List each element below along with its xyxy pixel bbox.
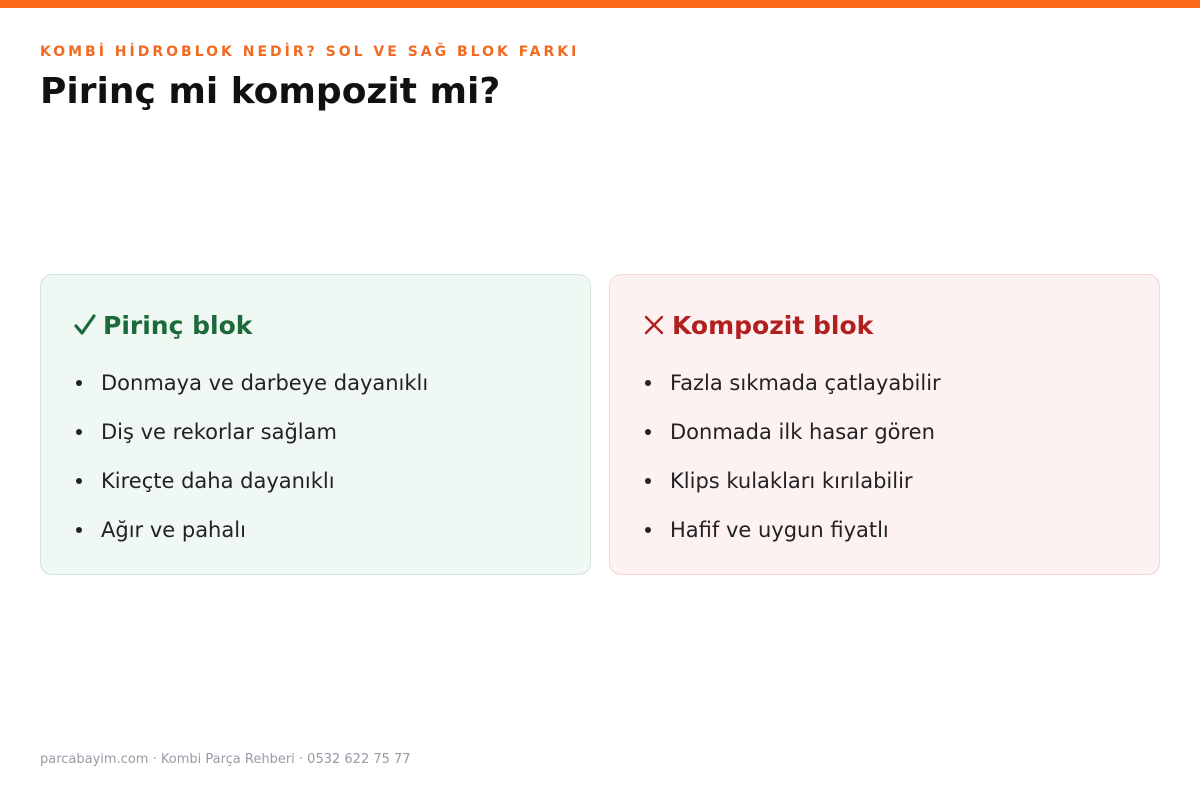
check-icon: [71, 311, 99, 339]
list-item: [71, 407, 560, 456]
composite-block-card: [609, 274, 1160, 575]
bullet-icon: [645, 380, 651, 386]
list-item: [640, 456, 1129, 505]
footer-text: parcabayim.com · Kombi Parça Rehberi · 0532 622 75 77: [40, 752, 411, 767]
bullet-icon: [76, 380, 82, 386]
page-title: Pirinç mi kompozit mi?: [40, 71, 501, 112]
bullet-icon: [645, 527, 651, 533]
list-item: [71, 505, 560, 554]
list-item: [640, 505, 1129, 554]
list-item-text: Donmaya ve darbeye dayanıklı: [101, 370, 429, 395]
list-item: [640, 407, 1129, 456]
pro-list: [71, 358, 560, 554]
bullet-icon: [645, 429, 651, 435]
list-item-text: Donmada ilk hasar gören: [670, 419, 935, 444]
list-item-text: Diş ve rekorlar sağlam: [101, 419, 337, 444]
card-header: [71, 309, 560, 341]
list-item: [71, 358, 560, 407]
list-item-text: Fazla sıkmada çatlayabilir: [670, 370, 941, 395]
cross-icon: [640, 311, 668, 339]
con-list: [640, 358, 1129, 554]
bullet-icon: [645, 478, 651, 484]
brass-block-card: [40, 274, 591, 575]
list-item: [640, 358, 1129, 407]
bullet-icon: [76, 527, 82, 533]
list-item-text: Kireçte daha dayanıklı: [101, 468, 335, 493]
card-title: Pirinç blok: [103, 310, 253, 340]
list-item: [71, 456, 560, 505]
bullet-icon: [76, 478, 82, 484]
list-item-text: Ağır ve pahalı: [101, 517, 246, 542]
section-eyebrow: KOMBİ HİDROBLOK NEDİR? SOL VE SAĞ BLOK FARKI: [40, 44, 580, 60]
top-accent-bar: [0, 0, 1200, 8]
bullet-icon: [76, 429, 82, 435]
card-header: [640, 309, 1129, 341]
card-title: Kompozit blok: [672, 310, 874, 340]
list-item-text: Hafif ve uygun fiyatlı: [670, 517, 889, 542]
list-item-text: Klips kulakları kırılabilir: [670, 468, 913, 493]
